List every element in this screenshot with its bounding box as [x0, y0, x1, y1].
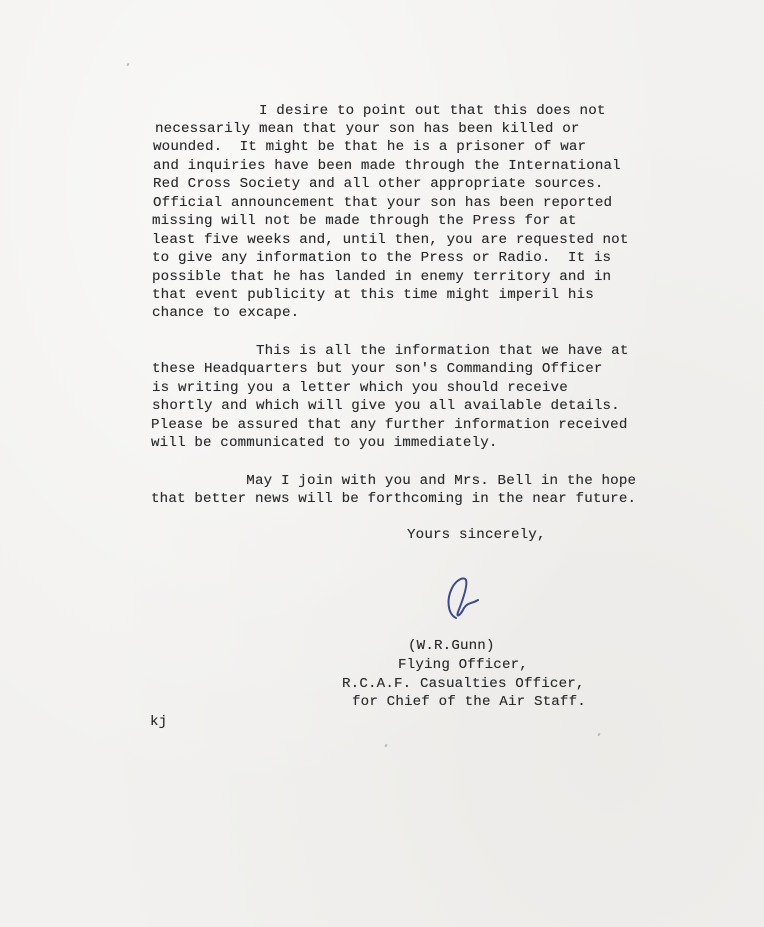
- body-line: least five weeks and, until then, you are requested not: [152, 232, 629, 248]
- body-line: will be communicated to you immediately.: [151, 435, 498, 451]
- body-line: and inquiries have been made through the International: [153, 158, 621, 174]
- paper-speck: [126, 63, 129, 67]
- body-line: shortly and which will give you all available details.: [152, 398, 620, 414]
- signatory-on-behalf: for Chief of the Air Staff.: [352, 694, 586, 710]
- body-line: wounded. It might be that he is a prisoner of war: [153, 139, 587, 155]
- body-line: Red Cross Society and all other appropriate sources.: [153, 176, 604, 192]
- body-line: May I join with you and Mrs. Bell in the hope: [151, 473, 637, 489]
- body-line: chance to excape.: [152, 305, 300, 321]
- body-line: This is all the information that we have at: [152, 343, 629, 359]
- paper-speck: [384, 744, 387, 748]
- signatory-name: (W.R.Gunn): [408, 638, 495, 654]
- body-line: is writing you a letter which you should receive: [152, 380, 568, 396]
- body-line: Official announcement that your son has been reported: [153, 195, 613, 211]
- paper-speck: [597, 733, 600, 737]
- signatory-rank: Flying Officer,: [398, 657, 528, 673]
- body-line: possible that he has landed in enemy territory and in: [152, 269, 612, 285]
- closing: Yours sincerely,: [407, 527, 546, 543]
- body-line: missing will not be made through the Press for at: [152, 213, 577, 229]
- body-line: Please be assured that any further information received: [151, 417, 628, 433]
- typist-initials: kj: [150, 714, 168, 730]
- body-line: that event publicity at this time might imperil his: [152, 287, 594, 303]
- body-line: these Headquarters but your son's Commanding Officer: [152, 361, 603, 377]
- body-line: to give any information to the Press or Radio. It is: [152, 250, 612, 266]
- body-line: necessarily mean that your son has been killed or: [155, 121, 580, 137]
- signatory-title: R.C.A.F. Casualties Officer,: [342, 676, 585, 692]
- handwritten-signature: [442, 574, 482, 622]
- body-line: that better news will be forthcoming in the near future.: [151, 491, 637, 507]
- body-line: I desire to point out that this does not: [155, 103, 606, 119]
